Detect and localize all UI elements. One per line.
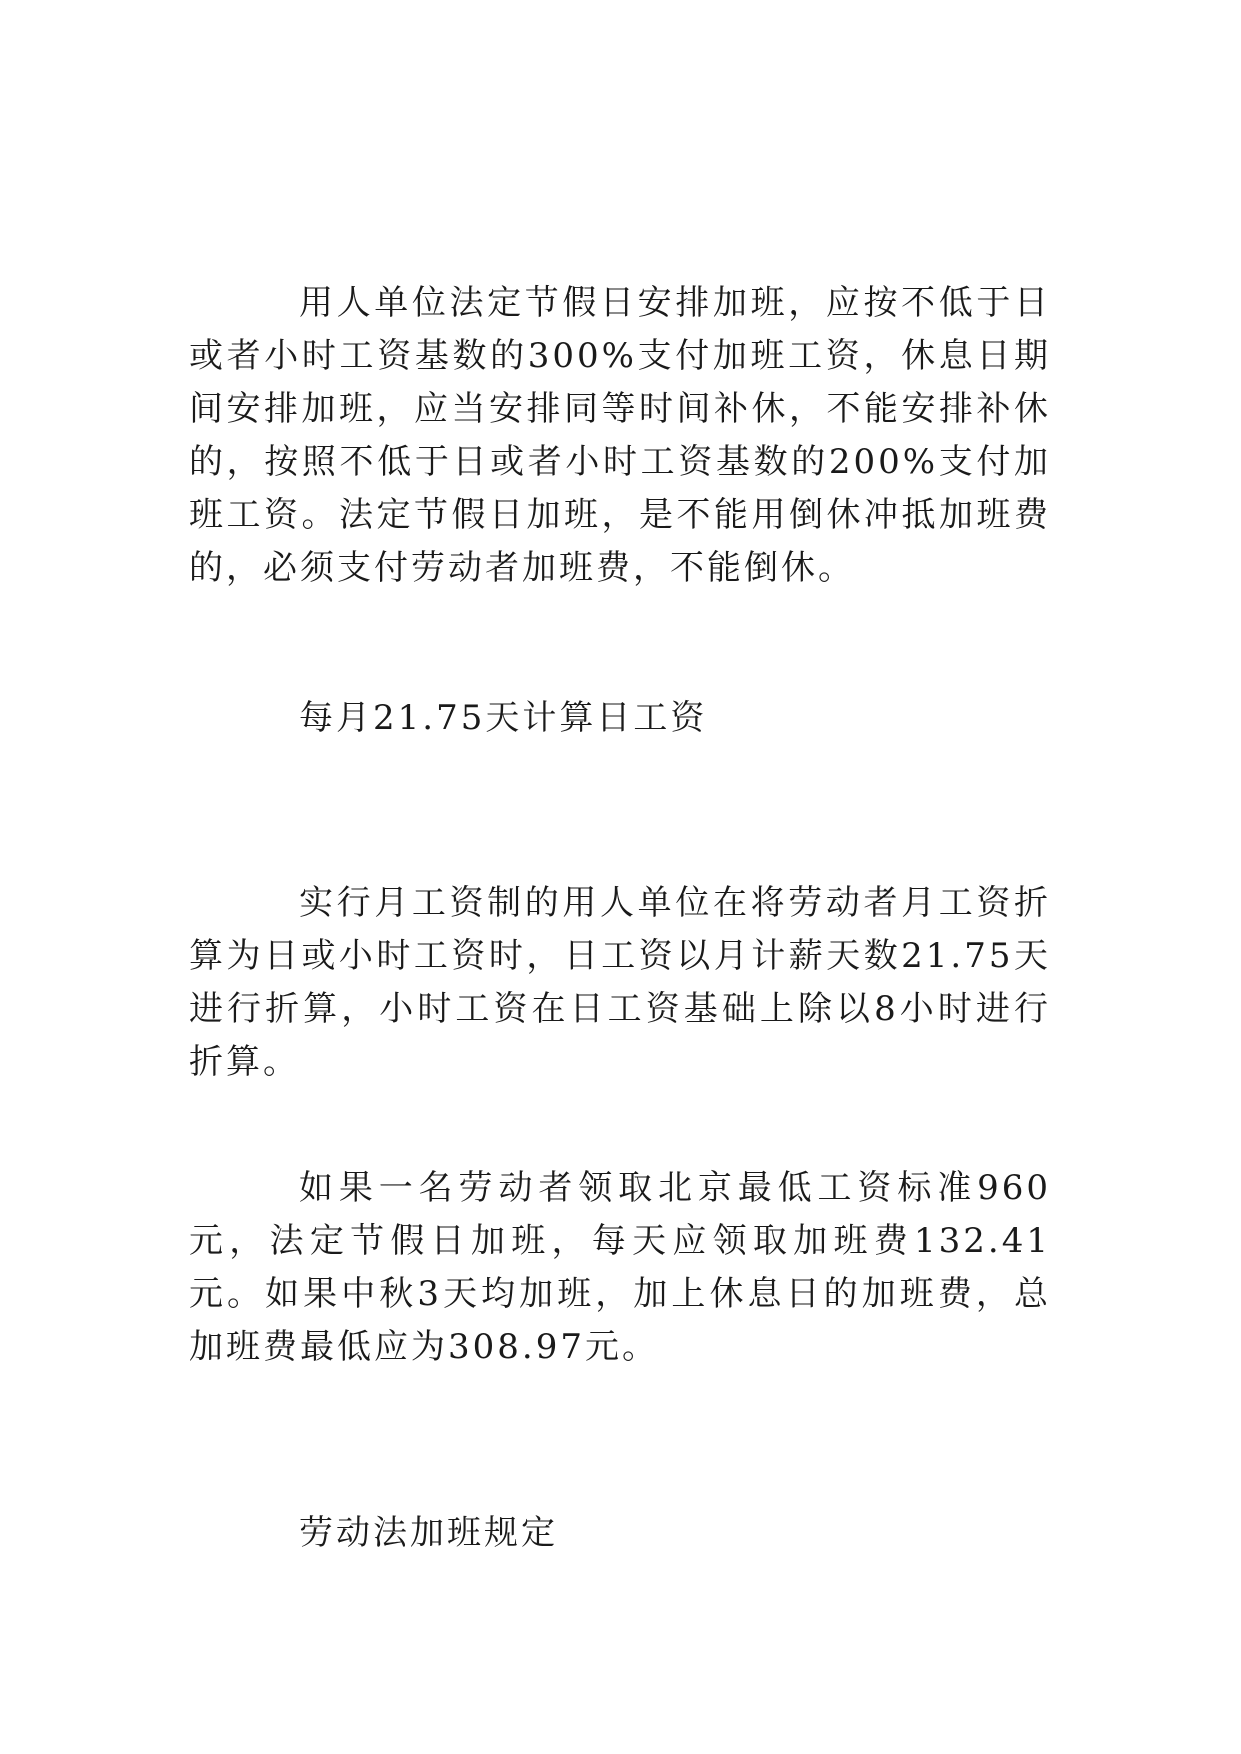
paragraph-example-calculation: 如果一名劳动者领取北京最低工资标准960元，法定节假日加班，每天应领取加班费132.41元。如果中秋3天均加班，加上休息日的加班费，总加班费最低应为308.97元。 xyxy=(189,1168,1051,1367)
paragraph-daily-wage-calculation: 实行月工资制的用人单位在将劳动者月工资折算为日或小时工资时，日工资以月计薪天数21.75天进行折算，小时工资在日工资基础上除以8小时进行折算。 xyxy=(189,883,1051,1082)
paragraph-holiday-overtime-rules: 用人单位法定节假日安排加班，应按不低于日或者小时工资基数的300%支付加班工资，休息日期间安排加班，应当安排同等时间补休，不能安排补休的，按照不低于日或者小时工资基数的200%支付加班工资。法定节假日加班，是不能用倒休冲抵加班费的，必须支付劳动者加班费，不能倒休。 xyxy=(189,283,1051,588)
section-heading-labor-law-overtime: 劳动法加班规定 xyxy=(299,1513,558,1553)
section-heading-daily-wage: 每月21.75天计算日工资 xyxy=(299,698,708,738)
